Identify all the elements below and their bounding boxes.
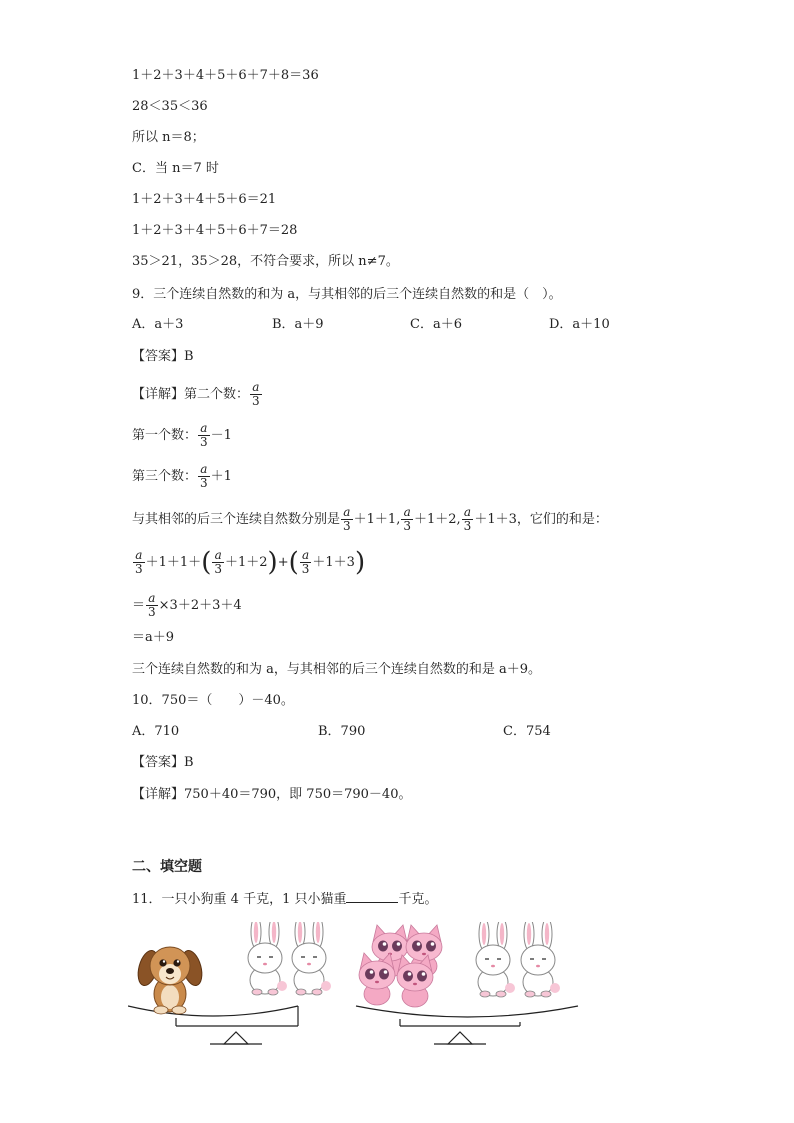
- text-line: 所以 n＝8；: [132, 130, 205, 145]
- left-paren: (: [288, 547, 299, 578]
- q9-option-d: D．a＋10: [549, 317, 610, 332]
- q10-answer: 【答案】B: [132, 755, 194, 770]
- text-line: 28＜35＜36: [132, 99, 208, 114]
- fraction-a-over-3: $\frac{a}{3}$: [200, 462, 208, 490]
- q9-sum-expression: [132, 544, 365, 582]
- right-paren: ): [354, 547, 366, 578]
- q9-option-a: A．a＋3: [132, 317, 184, 332]
- step2-head: ＝: [132, 598, 146, 613]
- next-label: 与其相邻的后三个连续自然数分别是: [132, 512, 341, 527]
- first-number-tail: －1: [210, 428, 232, 443]
- balance-scales-illustration: [128, 922, 588, 1050]
- q9-conclusion: 三个连续自然数的和为 a，与其相邻的后三个连续自然数的和是 a＋9。: [132, 662, 542, 677]
- text-line: 35＞21，35＞28，不符合要求，所以 n≠7。: [132, 254, 399, 269]
- fraction-a-over-3: $\frac{a}{3}$: [252, 380, 260, 408]
- fraction-a-over-3: $\frac{a}{3}$: [463, 505, 472, 533]
- q9-answer: 【答案】B: [132, 349, 194, 364]
- left-paren: (: [201, 547, 212, 578]
- rabbit-illustration: [476, 922, 515, 997]
- q9-detail-second: [132, 378, 263, 412]
- next-term-2: ＋1＋2,: [413, 512, 461, 527]
- first-number-label: 第一个数：: [132, 428, 198, 443]
- rabbit-illustration: [521, 922, 560, 997]
- q10-option-c: C．754: [503, 724, 551, 739]
- fraction-a-over-3: $\frac{a}{3}$: [148, 591, 156, 619]
- step2-tail: ×3＋2＋3＋4: [158, 598, 242, 613]
- fraction-a-over-3: $\frac{a}{3}$: [301, 548, 310, 576]
- question-10-stem: 10．750＝（ ）－40。: [132, 693, 294, 708]
- q9-option-b: B．a＋9: [272, 317, 324, 332]
- q9-detail-next: [132, 503, 608, 537]
- text-line: 1＋2＋3＋4＋5＋6＝21: [132, 192, 277, 207]
- right-paren: ): [267, 547, 278, 578]
- q9-option-c: C．a＋6: [410, 317, 462, 332]
- dog-illustration: [135, 947, 206, 1014]
- fraction-a-over-3: $\frac{a}{3}$: [403, 505, 411, 533]
- text-line: 1＋2＋3＋4＋5＋6＋7＋8＝36: [132, 68, 319, 83]
- sum-part-c: ＋1＋3: [312, 555, 355, 570]
- q9-step-3: ＝a＋9: [132, 630, 175, 645]
- third-number-tail: ＋1: [210, 469, 232, 484]
- answer-blank: [346, 888, 398, 903]
- q11-stem-part-b: 千克。: [398, 892, 438, 907]
- fraction-a-over-3: $\frac{a}{3}$: [135, 548, 143, 576]
- next-term-3: ＋1＋3: [474, 512, 517, 527]
- q9-step-2: [132, 589, 242, 623]
- q11-stem-part-a: 11．一只小狗重 4 千克，1 只小猫重: [132, 892, 347, 907]
- q9-detail-first: [132, 419, 232, 453]
- cat-illustration: [397, 955, 433, 1007]
- question-11-stem: [132, 888, 438, 910]
- third-number-label: 第三个数：: [132, 469, 198, 484]
- plus-sign: +: [277, 555, 289, 570]
- q10-option-b: B．790: [318, 724, 366, 739]
- detail-label: 【详解】第二个数：: [132, 387, 250, 402]
- next-term-1: ＋1＋1,: [353, 512, 401, 527]
- rabbit-illustration: [248, 922, 287, 995]
- section-title: 二、填空题: [132, 859, 202, 875]
- next-tail: ，它们的和是：: [516, 512, 608, 527]
- sum-part-a: ＋1＋1＋: [145, 555, 202, 570]
- fraction-a-over-3: $\frac{a}{3}$: [214, 548, 222, 576]
- cat-illustration: [359, 953, 395, 1005]
- left-balance-scale: [128, 922, 331, 1044]
- text-line: 1＋2＋3＋4＋5＋6＋7＝28: [132, 223, 298, 238]
- fraction-a-over-3: $\frac{a}{3}$: [343, 505, 351, 533]
- right-balance-scale: [356, 922, 578, 1044]
- q10-option-a: A．710: [132, 724, 180, 739]
- text-line: C．当 n＝7 时: [132, 161, 219, 176]
- sum-part-b: ＋1＋2: [224, 555, 268, 570]
- fraction-a-over-3: $\frac{a}{3}$: [200, 421, 208, 449]
- q10-detail: 【详解】750＋40＝790，即 750＝790－40。: [132, 787, 412, 802]
- rabbit-illustration: [292, 922, 331, 995]
- question-9-stem: 9．三个连续自然数的和为 a，与其相邻的后三个连续自然数的和是（ ）。: [132, 287, 562, 302]
- q9-detail-third: [132, 460, 232, 494]
